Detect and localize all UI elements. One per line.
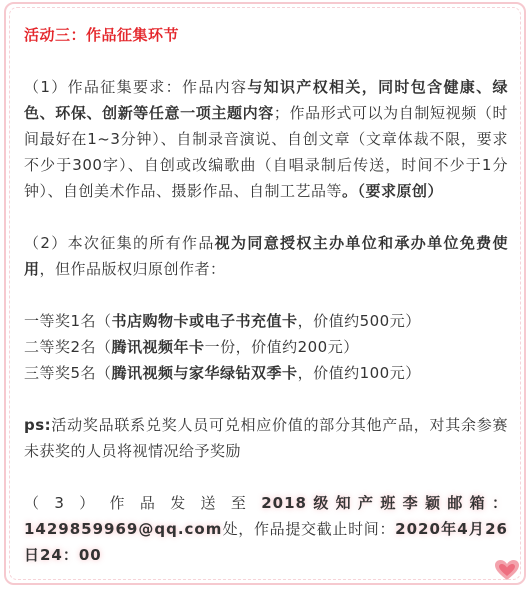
submit-deadline-label: 处，作品提交截止时间： xyxy=(222,520,396,538)
prize-item-second xyxy=(24,334,508,360)
ps-label: ps: xyxy=(24,416,52,434)
submit-email: 2018级知产班李颖邮箱：1429859969@qq.com xyxy=(24,494,509,538)
submit-intro: （3）作品发送至 xyxy=(24,494,262,512)
prize-list xyxy=(24,308,508,386)
license-bold: 视为同意授权主办单位和承办单位免费使用 xyxy=(24,234,508,278)
req-intro: （1）作品征集要求：作品内容 xyxy=(24,78,248,96)
paragraph-requirements xyxy=(24,74,508,204)
article-content xyxy=(24,22,508,568)
prize-label: 三等奖5名（ xyxy=(24,364,112,382)
req-original: 。（要求原创） xyxy=(342,182,444,200)
prize-item-first xyxy=(24,308,508,334)
prize-value: ，价值约500元） xyxy=(297,312,421,330)
prize-name: 腾讯视频年卡 xyxy=(111,338,205,356)
prize-value: 一份，价值约200元） xyxy=(204,338,359,356)
prize-label: 一等奖1名（ xyxy=(24,312,112,330)
paragraph-submission xyxy=(24,490,508,568)
prize-name: 书店购物卡或电子书充值卡 xyxy=(111,312,298,330)
prize-name: 腾讯视频与家华绿钻双季卡 xyxy=(111,364,298,382)
paragraph-license xyxy=(24,230,508,282)
license-tail: ，但作品版权归原创作者： xyxy=(39,260,226,278)
license-intro: （2）本次征集的所有作品 xyxy=(24,234,215,252)
req-theme: 与知识产权相关，同时包含健康、绿色、环保、创新等任意一项主题内容 xyxy=(24,78,508,122)
prize-value: ，价值约100元） xyxy=(297,364,421,382)
paragraph-ps xyxy=(24,412,508,464)
ps-text: 活动奖品联系兑奖人员可兑相应价值的部分其他产品，对其余参赛未获奖的人员将视情况给予奖励 xyxy=(24,416,508,460)
req-forms: ；作品形式可以为自制短视频（时间最好在1~3分钟）、自制录音演说、自创文章（文章体裁不限，要求不少于300字）、自创或改编歌曲（自唱录制后传送，时间不少于1分钟）、自创美术作品、摄影作品、自制工艺品等 xyxy=(24,104,508,200)
heart-icon xyxy=(494,559,520,581)
prize-item-third xyxy=(24,360,508,386)
section-title: 活动三：作品征集环节 xyxy=(24,26,180,44)
prize-label: 二等奖2名（ xyxy=(24,338,112,356)
submit-deadline: 2020年4月26日24：00 xyxy=(24,520,508,564)
